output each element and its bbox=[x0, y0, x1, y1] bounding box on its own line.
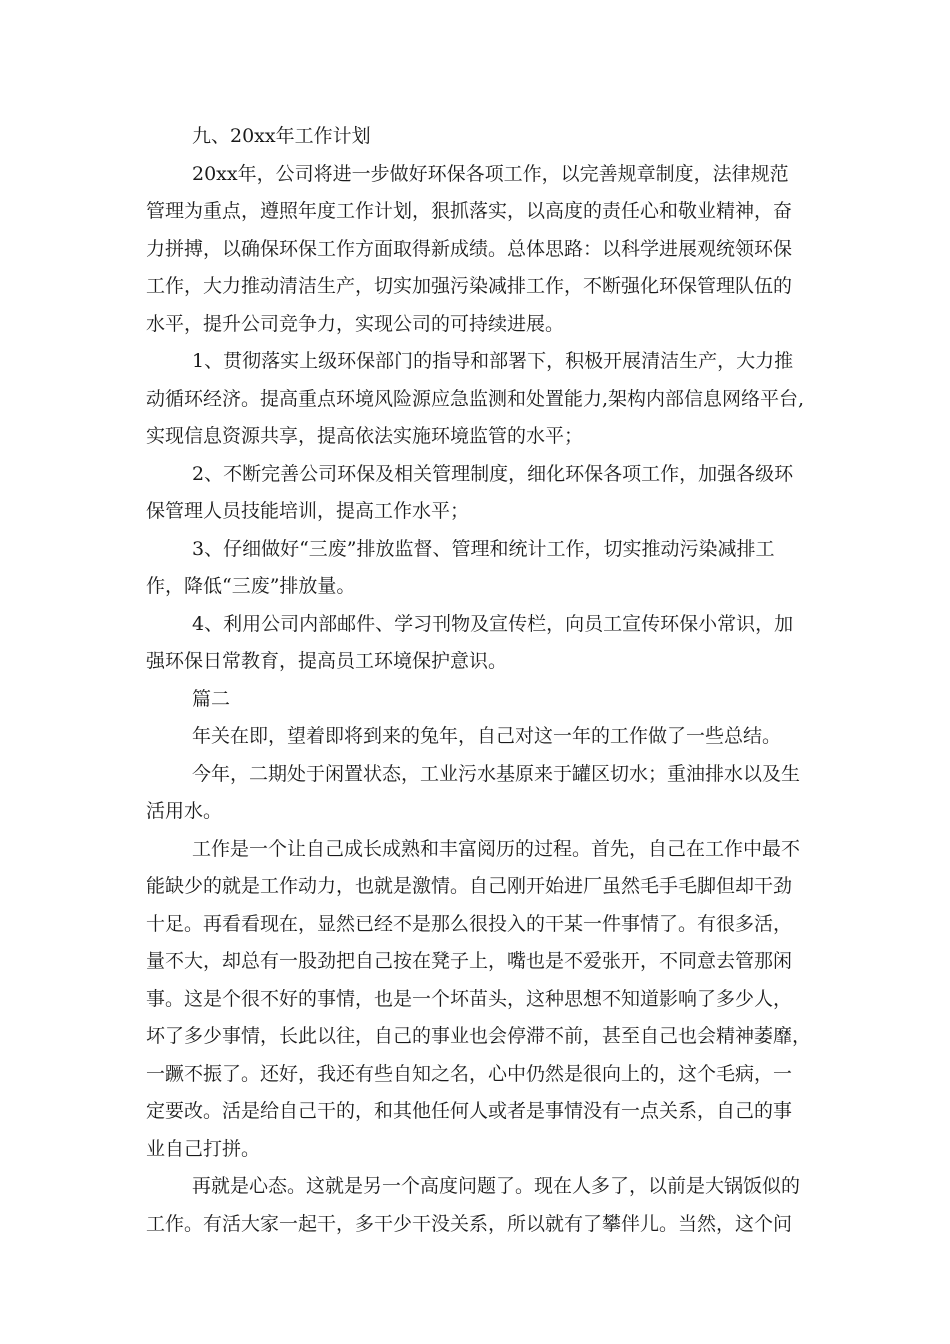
text-line: 力拼搏，以确保环保工作方面取得新成绩。总体思路：以科学进展观统领环保 bbox=[146, 237, 793, 260]
text-line: 再就是心态。这就是另一个高度问题了。现在人多了，以前是大锅饭似的 bbox=[192, 1175, 801, 1197]
text-line: 今年，二期处于闲置状态，工业污水基原来于罐区切水；重油排水以及生 bbox=[192, 762, 801, 785]
text-line: 水平，提升公司竞争力，实现公司的可持续进展。 bbox=[146, 312, 565, 335]
text-line: 20xx年，公司将进一步做好环保各项工作，以完善规章制度，法律规范 bbox=[192, 162, 789, 185]
text-line: 事。这是个很不好的事情，也是一个坏苗头，这种思想不知道影响了多少人， bbox=[146, 987, 793, 1010]
text-line: 管理为重点，遵照年度工作计划，狠抓落实，以高度的责任心和敬业精神，奋 bbox=[146, 200, 793, 222]
text-line: 业自己打拼。 bbox=[146, 1137, 261, 1160]
text-line: 年关在即，望着即将到来的兔年，自己对这一年的工作做了一些总结。 bbox=[192, 725, 782, 747]
text-line: 作，降低“三废”排放量。 bbox=[146, 575, 356, 597]
text-line: 2、不断完善公司环保及相关管理制度，细化环保各项工作，加强各级环 bbox=[192, 462, 794, 485]
text-line: 坏了多少事情，长此以往，自己的事业也会停滞不前，甚至自己也会精神萎靡， bbox=[146, 1025, 812, 1047]
text-line: 工作。有活大家一起干，多干少干没关系，所以就有了攀伴儿。当然，这个问 bbox=[146, 1212, 793, 1235]
text-line: 强环保日常教育，提高员工环境保护意识。 bbox=[146, 650, 508, 672]
text-line: 保管理人员技能培训，提高工作水平； bbox=[146, 500, 470, 522]
section-heading-part-two: 篇二 bbox=[192, 687, 231, 710]
text-line: 工作，大力推动清洁生产，切实加强污染减排工作，不断强化环保管理队伍的 bbox=[146, 275, 793, 297]
body-text bbox=[146, 118, 816, 1243]
text-line: 十足。再看看现在，显然已经不是那么很投入的干某一件事情了。有很多活， bbox=[146, 912, 793, 935]
text-line: 1、贯彻落实上级环保部门的指导和部署下，积极开展清洁生产，大力推 bbox=[192, 350, 794, 372]
text-line: 能缺少的就是工作动力，也就是激情。自己刚开始进厂虽然毛手毛脚但却干劲 bbox=[146, 875, 793, 897]
text-line: 4、利用公司内部邮件、学习刊物及宣传栏，向员工宣传环保小常识，加 bbox=[192, 612, 794, 635]
section-heading-plan: 九、20xx年工作计划 bbox=[192, 125, 371, 147]
text-line: 动循环经济。提高重点环境风险源应急监测和处置能力,架构内部信息网络平台, bbox=[146, 387, 805, 410]
text-line: 实现信息资源共享，提高依法实施环境监管的水平； bbox=[146, 425, 584, 447]
text-line: 活用水。 bbox=[146, 800, 223, 822]
text-line: 定要改。活是给自己干的，和其他任何人或者是事情没有一点关系，自己的事 bbox=[146, 1100, 793, 1122]
text-line: 3、仔细做好“三废”排放监督、管理和统计工作，切实推动污染减排工 bbox=[192, 537, 775, 560]
text-line: 量不大，却总有一股劲把自己按在凳子上，嘴也是不爱张开，不同意去管那闲 bbox=[146, 950, 793, 972]
text-line: 一蹶不振了。还好，我还有些自知之名，心中仍然是很向上的，这个毛病，一 bbox=[146, 1062, 793, 1085]
text-line: 工作是一个让自己成长成熟和丰富阅历的过程。首先，自己在工作中最不 bbox=[192, 837, 801, 860]
